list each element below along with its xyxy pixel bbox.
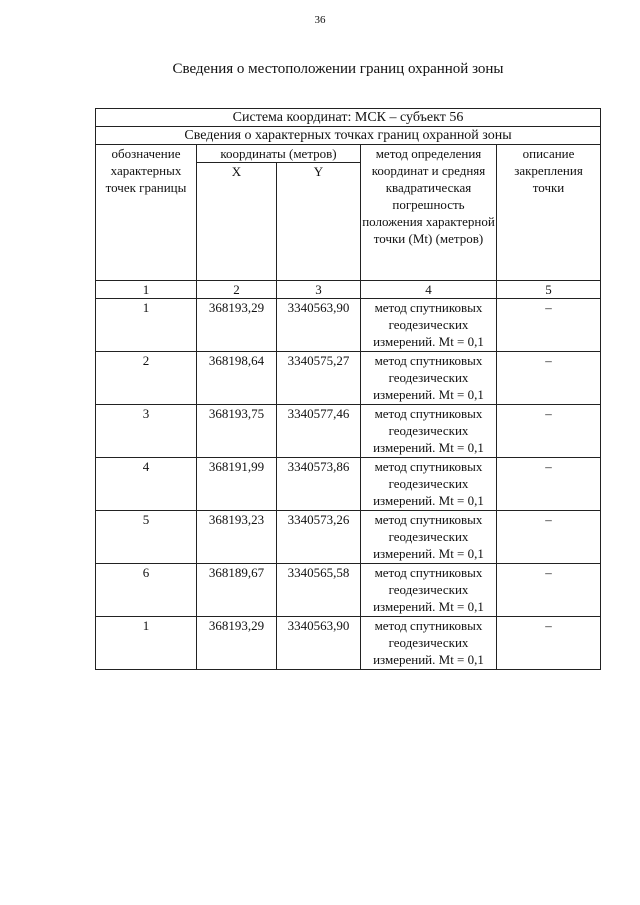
page-number: 36 [314, 14, 326, 26]
column-number: 2 [197, 281, 277, 299]
fixing-description: – [497, 458, 601, 511]
header-y: Y [277, 163, 361, 281]
y-coordinate: 3340575,27 [277, 352, 361, 405]
method-description: метод спутниковых геодезических измерений. Mt = 0,1 [361, 511, 497, 564]
point-designation: 5 [96, 511, 197, 564]
x-coordinate: 368189,67 [197, 564, 277, 617]
header-x: X [197, 163, 277, 281]
table-row [96, 405, 601, 458]
column-numbers-row [96, 281, 601, 299]
method-description: метод спутниковых геодезических измерений. Mt = 0,1 [361, 458, 497, 511]
y-coordinate: 3340563,90 [277, 617, 361, 670]
point-designation: 3 [96, 405, 197, 458]
y-coordinate: 3340563,90 [277, 299, 361, 352]
header-coordinates: координаты (метров) [197, 145, 361, 163]
method-description: метод спутниковых геодезических измерений. Mt = 0,1 [361, 299, 497, 352]
column-number: 4 [361, 281, 497, 299]
y-coordinate: 3340573,86 [277, 458, 361, 511]
boundary-points-table [95, 108, 601, 670]
table-row [96, 617, 601, 670]
column-number: 5 [497, 281, 601, 299]
point-designation: 4 [96, 458, 197, 511]
y-coordinate: 3340573,26 [277, 511, 361, 564]
table-row [96, 352, 601, 405]
column-number: 3 [277, 281, 361, 299]
y-coordinate: 3340565,58 [277, 564, 361, 617]
fixing-description: – [497, 511, 601, 564]
point-designation: 1 [96, 617, 197, 670]
fixing-description: – [497, 299, 601, 352]
table-row [96, 564, 601, 617]
coordinate-system: Система координат: МСК – субъект 56 [96, 109, 601, 127]
point-designation: 1 [96, 299, 197, 352]
header-fixing: описание закрепления точки [497, 145, 601, 281]
x-coordinate: 368193,23 [197, 511, 277, 564]
x-coordinate: 368191,99 [197, 458, 277, 511]
method-description: метод спутниковых геодезических измерений. Mt = 0,1 [361, 352, 497, 405]
document-title: Сведения о местоположении границ охранной зоны [172, 61, 504, 77]
method-description: метод спутниковых геодезических измерений. Mt = 0,1 [361, 405, 497, 458]
table-row [96, 299, 601, 352]
column-number: 1 [96, 281, 197, 299]
table-subtitle: Сведения о характерных точках границ охранной зоны [96, 127, 601, 145]
fixing-description: – [497, 564, 601, 617]
point-designation: 2 [96, 352, 197, 405]
header-method: метод определения координат и средняя квадратическая погрешность положения характерной точки (Mt) (метров) [361, 145, 497, 281]
y-coordinate: 3340577,46 [277, 405, 361, 458]
fixing-description: – [497, 617, 601, 670]
x-coordinate: 368193,75 [197, 405, 277, 458]
x-coordinate: 368198,64 [197, 352, 277, 405]
x-coordinate: 368193,29 [197, 299, 277, 352]
header-designation: обозначение характерных точек границы [96, 145, 197, 281]
fixing-description: – [497, 352, 601, 405]
table-row [96, 511, 601, 564]
method-description: метод спутниковых геодезических измерений. Mt = 0,1 [361, 564, 497, 617]
x-coordinate: 368193,29 [197, 617, 277, 670]
method-description: метод спутниковых геодезических измерений. Mt = 0,1 [361, 617, 497, 670]
fixing-description: – [497, 405, 601, 458]
point-designation: 6 [96, 564, 197, 617]
table-row [96, 458, 601, 511]
